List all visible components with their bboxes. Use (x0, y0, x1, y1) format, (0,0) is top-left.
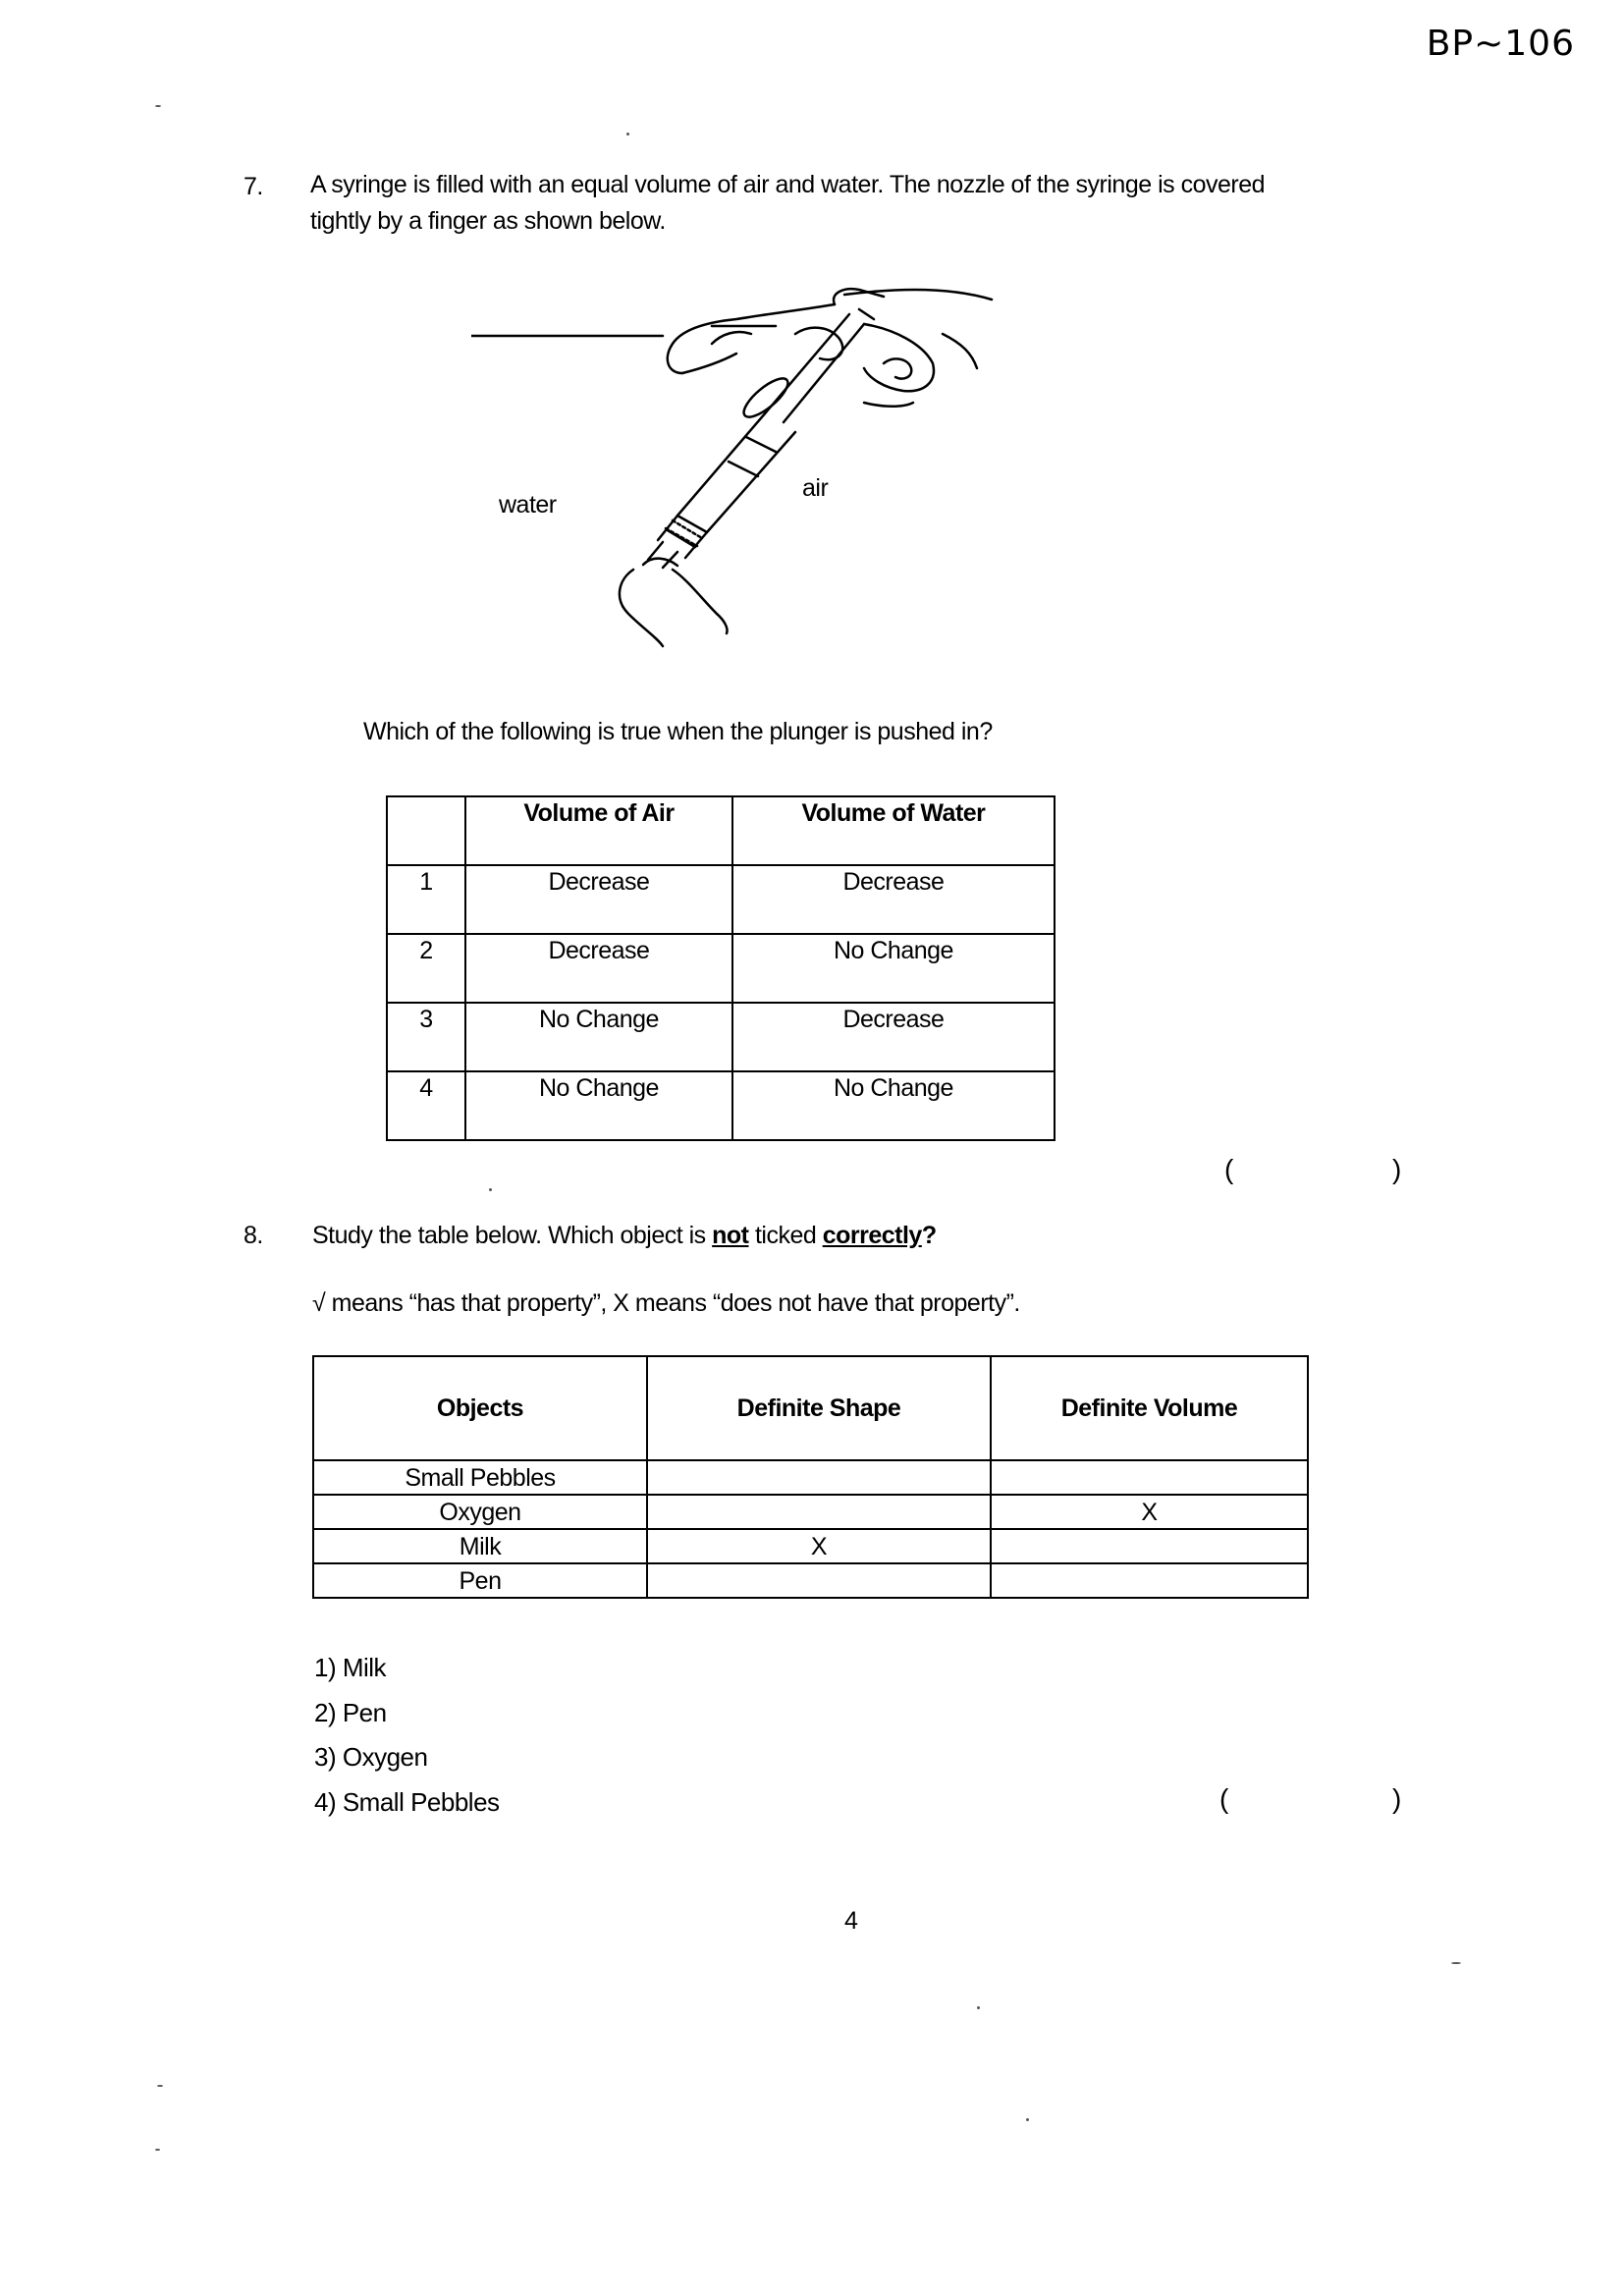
scan-speck (155, 2149, 160, 2151)
syringe-drawing (471, 275, 1021, 648)
table-row (387, 1003, 1055, 1071)
q7-number: 7. (244, 173, 263, 200)
q8-text (312, 1222, 937, 1250)
table-cell: Pen (313, 1563, 647, 1598)
q8-text-end: ? (921, 1222, 937, 1249)
q8-text-not: not (712, 1222, 749, 1249)
table-cell: Decrease (465, 865, 732, 934)
table-cell: No Change (732, 1071, 1055, 1140)
table-header-cell: Objects (313, 1356, 647, 1460)
table-cell: X (991, 1495, 1308, 1529)
q8-option-1[interactable]: 1) Milk (314, 1653, 387, 1682)
table-cell (991, 1529, 1308, 1563)
table-row (387, 1071, 1055, 1140)
table-cell: 3 (387, 1003, 465, 1071)
q8-number: 8. (244, 1222, 263, 1249)
table-header-row (387, 796, 1055, 865)
q8-option-4[interactable]: 4) Small Pebbles (314, 1787, 500, 1817)
table-cell: No Change (465, 1003, 732, 1071)
label-water: water (499, 491, 557, 519)
table-cell (991, 1563, 1308, 1598)
table-cell (647, 1460, 991, 1495)
table-cell: 4 (387, 1071, 465, 1140)
q7-prompt: Which of the following is true when the plunger is pushed in? (363, 718, 993, 745)
table-row (387, 934, 1055, 1003)
table-row (387, 865, 1055, 934)
table-header-cell: Volume of Water (732, 796, 1055, 865)
table-cell: No Change (465, 1071, 732, 1140)
q8-text-correctly: correctly (822, 1222, 922, 1249)
table-header-cell: Volume of Air (465, 796, 732, 865)
page-code: BP~106 (1426, 24, 1575, 64)
q7-table (386, 795, 1056, 1141)
q8-answer-open[interactable]: ( (1219, 1783, 1228, 1814)
scan-speck (1451, 1962, 1461, 1964)
q7-text (310, 167, 1265, 240)
table-cell: Small Pebbles (313, 1460, 647, 1495)
table-cell: 2 (387, 934, 465, 1003)
table-header-cell: Definite Volume (991, 1356, 1308, 1460)
scan-speck (155, 105, 161, 107)
table-cell: Decrease (732, 1003, 1055, 1071)
q8-text-before: Study the table below. Which object is (312, 1222, 713, 1249)
table-cell: X (647, 1529, 991, 1563)
table-header-cell (387, 796, 465, 865)
table-cell: Decrease (465, 934, 732, 1003)
q7-answer-close[interactable]: ) (1392, 1154, 1401, 1184)
scan-speck (157, 2085, 163, 2087)
table-cell: Decrease (732, 865, 1055, 934)
table-row (313, 1563, 1308, 1598)
table-cell (647, 1495, 991, 1529)
scan-speck (626, 133, 629, 136)
table-cell: Milk (313, 1529, 647, 1563)
table-row (313, 1460, 1308, 1495)
table-cell: No Change (732, 934, 1055, 1003)
table-row (313, 1495, 1308, 1529)
syringe-figure (471, 275, 1021, 648)
table-cell (647, 1563, 991, 1598)
q8-text-middle: ticked (748, 1222, 823, 1249)
scan-speck (1026, 2118, 1029, 2121)
label-air: air (802, 474, 829, 502)
table-header-row (313, 1356, 1308, 1460)
q7-answer-open[interactable]: ( (1224, 1154, 1233, 1184)
table-header-cell: Definite Shape (647, 1356, 991, 1460)
q8-answer-close[interactable]: ) (1392, 1783, 1401, 1814)
table-row (313, 1529, 1308, 1563)
table-cell: Oxygen (313, 1495, 647, 1529)
page-number: 4 (844, 1907, 858, 1935)
q8-option-3[interactable]: 3) Oxygen (314, 1742, 428, 1772)
q8-option-2[interactable]: 2) Pen (314, 1698, 387, 1727)
q8-legend: √ means “has that property”, X means “does not have that property”. (312, 1289, 1020, 1317)
q8-table (312, 1355, 1309, 1599)
scan-speck (977, 2006, 980, 2009)
table-cell (991, 1460, 1308, 1495)
table-cell: 1 (387, 865, 465, 934)
scan-speck (489, 1188, 492, 1191)
q7-text-line1: A syringe is filled with an equal volume of air and water. The nozzle of the syringe is covered (310, 171, 1266, 198)
q7-text-line2: tightly by a finger as shown below. (310, 207, 666, 235)
